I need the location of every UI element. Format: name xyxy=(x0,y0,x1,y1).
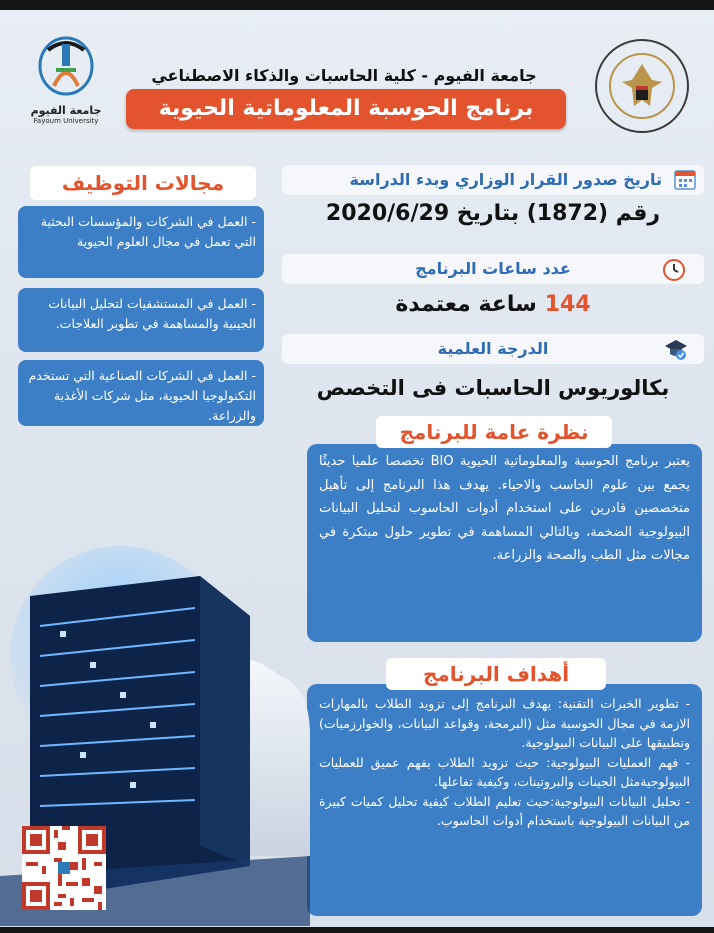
employment-item: - العمل في الشركات والمؤسسات البحثية التي تعمل في مجال العلوم الحيوية xyxy=(18,206,264,278)
bottom-border xyxy=(0,927,714,933)
program-hours-value xyxy=(282,292,704,317)
overview-title: نظرة عامة للبرنامج xyxy=(376,416,612,448)
decree-label: تاريخ صدور القرار الوزاري وبدء الدراسة xyxy=(282,165,704,195)
fayoum-university-logo xyxy=(28,30,104,130)
fayoum-logo-arabic: جامعة الفيوم xyxy=(30,104,102,117)
hours-unit: ساعة معتمدة xyxy=(395,292,537,317)
degree-value: بكالوريوس الحاسبات فى التخصص xyxy=(316,376,670,400)
employment-title: مجالات التوظيف xyxy=(30,166,256,200)
calendar-icon xyxy=(674,168,696,190)
employment-item: - العمل في الشركات الصناعية التي تستخدم التكنولوجيا الحيوية، مثل شركات الأغذية والزراعة. xyxy=(18,360,264,426)
university-faculty-line: جامعة الفيوم - كلية الحاسبات والذكاء الاصطناعي xyxy=(151,66,537,85)
qr-code[interactable] xyxy=(22,826,106,910)
clock-icon xyxy=(662,257,686,281)
graduation-cap-icon xyxy=(664,337,688,361)
goals-panel xyxy=(307,684,702,916)
employment-item: - العمل في المستشفيات لتحليل البيانات الجينية والمساهمة في تطوير العلاجات. xyxy=(18,288,264,352)
program-hours-label: عدد ساعات البرنامج xyxy=(282,254,704,284)
overview-text: يعتبر برنامج الحوسبة والمعلوماتية الحيوية BIO تخصصا علميا حديثًا يجمع بين علوم الحاسب والاحياء. يهدف هذا البرنامج إلى تأهيل متخصصين قادرين على استخدام أدوات الحاسوب لتحليل البيانات البيولوجية الضخمة، وبالتالي المساهمة في تطوير حلول مبتكرة في مجالات مثل الطب والصحة والزراعة. xyxy=(319,454,690,563)
goal-item: - تطوير الخبرات التقنية: يهدف البرنامج إلى تزويد الطلاب بالمهارات الازمة في مجال الحوسبة مثل (البرمجة، وقواعد البيانات، والخوارزميات) وتطبيقها على البيانات البيولوجية. xyxy=(319,696,690,750)
overview-panel xyxy=(307,444,702,642)
top-border xyxy=(0,0,714,10)
goal-item: - فهم العمليات البيولوجية: حيث تزويد الطلاب بفهم عميق للعمليات البيولوجيةمثل الجينات والبروتينات، وكيفية تفاعلها. xyxy=(319,754,690,789)
degree-label: الدرجة العلمية xyxy=(282,334,704,364)
ministry-logo xyxy=(592,36,692,136)
program-title: برنامج الحوسبة المعلوماتية الحيوية xyxy=(126,89,566,129)
fayoum-logo-english: Fayoum University xyxy=(33,117,99,125)
hours-number: 144 xyxy=(544,292,591,317)
decree-number-date: رقم (1872) بتاريخ 2020/6/29 xyxy=(325,201,661,226)
goal-item: - تحليل البيانات البيولوجية:حيث تعليم الطلاب كيفية تحليل كميات كبيرة من البيانات البيولوجية باستخدام أدوات الحاسوب. xyxy=(319,793,690,828)
goals-title: أهداف البرنامج xyxy=(386,658,606,690)
